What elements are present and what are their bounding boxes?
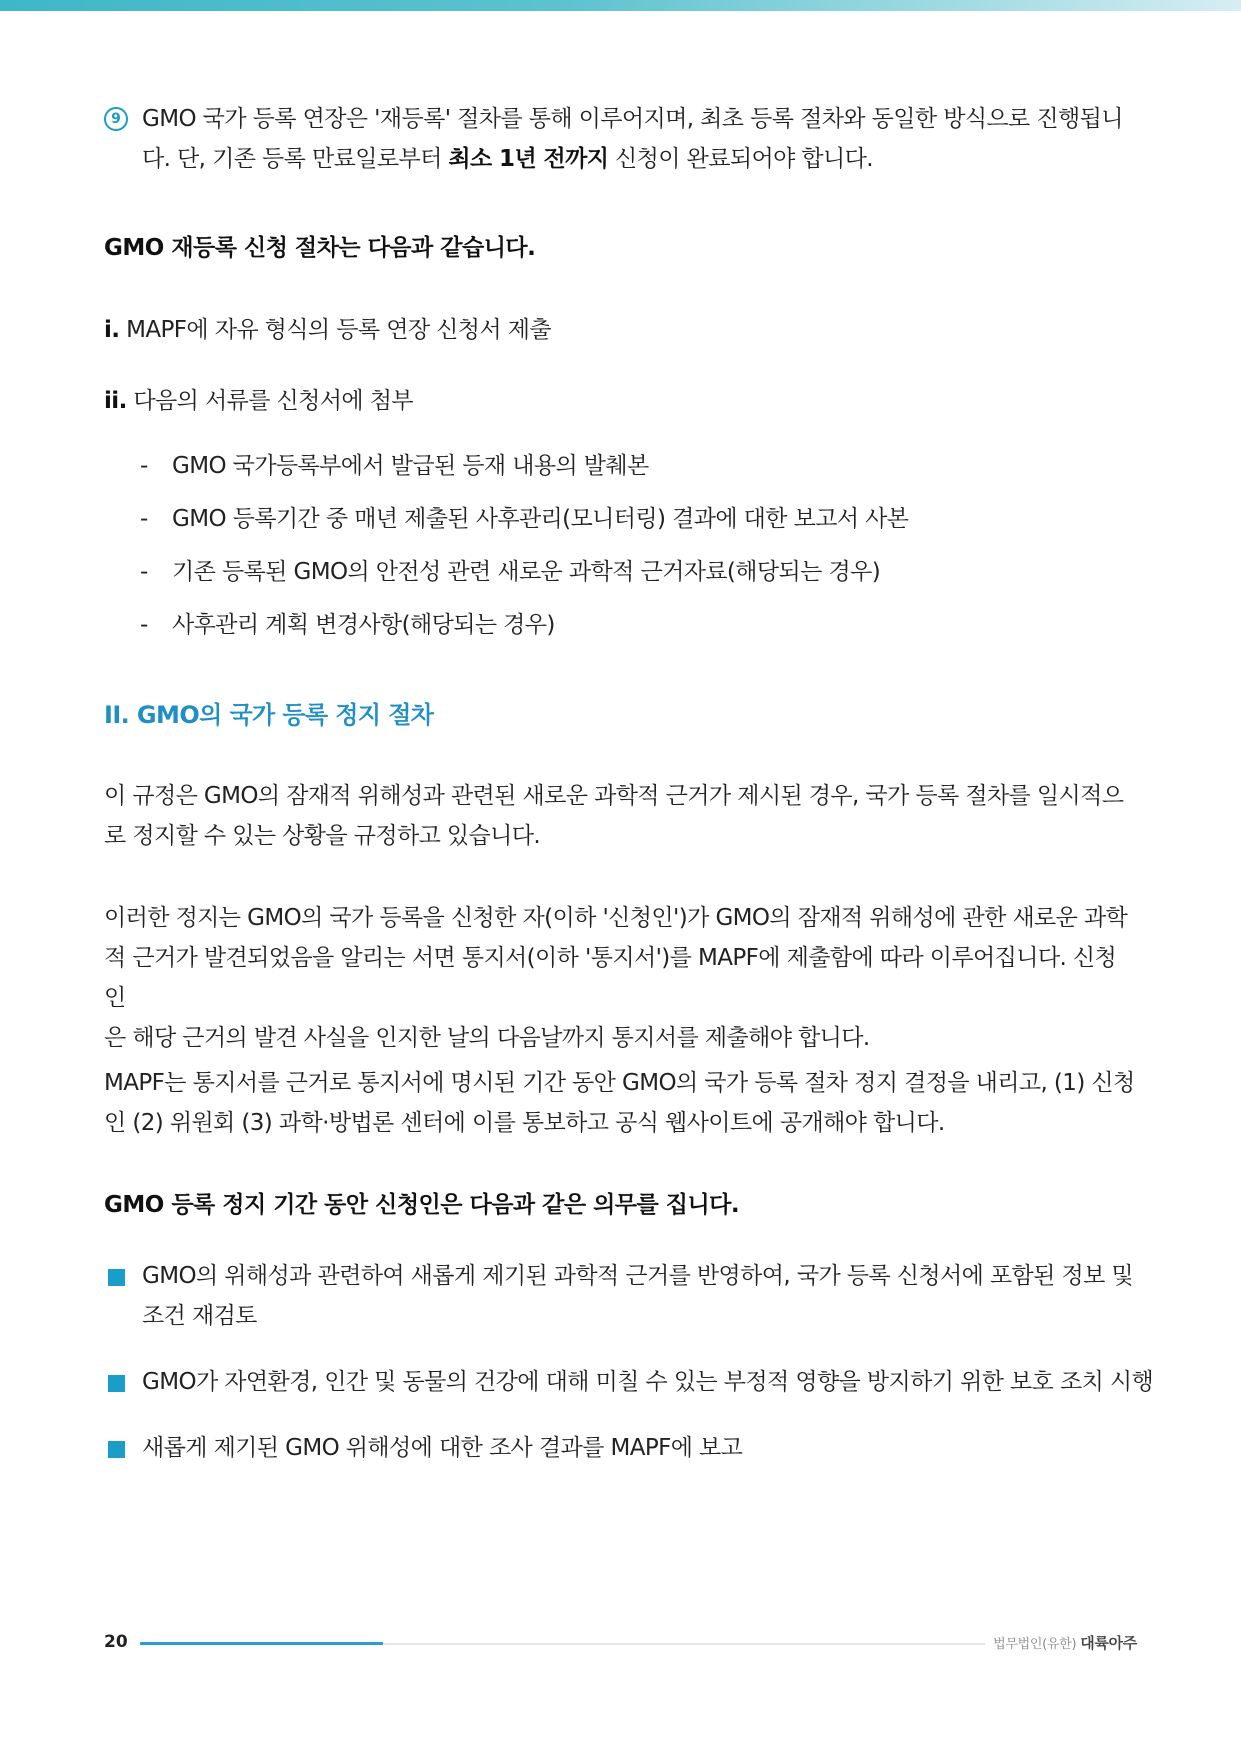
paragraph-line: 이 규정은 GMO의 잠재적 위해성과 관련된 새로운 과학적 근거가 제시된 경우, 국가 등록 절차를 일시적으	[104, 783, 1124, 809]
dash-bullet-icon: -	[140, 559, 148, 585]
emphasis-text: 최소 1년 전까지	[448, 146, 609, 172]
paragraph-line: 새롭게 제기된 GMO 위해성에 대한 조사 결과를 MAPF에 보고	[142, 1435, 743, 1461]
paragraph-line: 적 근거가 발견되었음을 알리는 서면 통지서(이하 '통지서')를 MAPF에 제출함에 따라 이루어집니다. 신청인	[104, 945, 1117, 1011]
paragraph-line: 이러한 정지는 GMO의 국가 등록을 신청한 자(이하 '신청인')가 GMO의 잠재적 위해성에 관한 새로운 과학	[104, 905, 1128, 931]
square-bullet-icon	[108, 1441, 125, 1458]
document-list-item: - 사후관리 계획 변경사항(해당되는 경우)	[104, 605, 1204, 645]
document-list-item: - GMO 등록기간 중 매년 제출된 사후관리(모니터링) 결과에 대한 보고서 사본	[104, 499, 1204, 539]
reregistration-heading: GMO 재등록 신청 절차는 다음과 같습니다.	[104, 235, 536, 261]
duty-list-item	[104, 1256, 1174, 1336]
paragraph-line: GMO가 자연환경, 인간 및 동물의 건강에 대해 미칠 수 있는 부정적 영향을 방지하기 위한 보호 조치 시행	[142, 1369, 1154, 1395]
paragraph-line: 인 (2) 위원회 (3) 과학·방법론 센터에 이를 통보하고 공식 웹사이트에 공개해야 합니다.	[104, 1110, 945, 1136]
document-list-item: - 기존 등록된 GMO의 안전성 관련 새로운 과학적 근거자료(해당되는 경우)	[104, 552, 1204, 592]
paragraph-line: 조건 재검토	[142, 1303, 257, 1329]
dash-bullet-icon: -	[140, 453, 148, 479]
suspension-paragraph-1	[104, 776, 1136, 856]
step-marker: i.	[104, 317, 120, 343]
paragraph-line: MAPF는 통지서를 근거로 통지서에 명시된 기간 동안 GMO의 국가 등록 절차 정지 결정을 내리고, (1) 신청	[104, 1070, 1135, 1096]
suspension-paragraph-3	[104, 1063, 1136, 1143]
duty-list-item	[104, 1362, 1174, 1402]
paragraph-line: GMO의 위해성과 관련하여 새롭게 제기된 과학적 근거를 반영하여, 국가 등록 신청서에 포함된 정보 및	[142, 1263, 1134, 1289]
square-bullet-icon	[108, 1269, 125, 1286]
brand-prefix: 법무법인(유한)	[993, 1637, 1077, 1652]
top-accent-bar	[0, 0, 1241, 11]
document-list-item: - GMO 국가등록부에서 발급된 등재 내용의 발췌본	[104, 446, 1204, 486]
step-marker: ii.	[104, 388, 127, 414]
footer-progress-accent	[140, 1642, 383, 1645]
numbered-paragraph-9	[104, 99, 1174, 179]
square-bullet-icon	[108, 1375, 125, 1392]
footer-brand	[993, 1633, 1137, 1655]
duties-heading: GMO 등록 정지 기간 동안 신청인은 다음과 같은 의무를 집니다.	[104, 1192, 740, 1218]
step-i: i. MAPF에 자유 형식의 등록 연장 신청서 제출	[104, 317, 551, 343]
section-title: II. GMO의 국가 등록 정지 절차	[104, 701, 434, 729]
page-number: 20	[104, 1632, 128, 1652]
paragraph-line: 로 정지할 수 있는 상황을 규정하고 있습니다.	[104, 823, 541, 849]
step-ii: ii. 다음의 서류를 신청서에 첨부	[104, 388, 413, 414]
suspension-paragraph-2	[104, 898, 1136, 1058]
paragraph-line: 은 해당 근거의 발견 사실을 인지한 날의 다음날까지 통지서를 제출해야 합니다.	[104, 1025, 870, 1051]
dash-bullet-icon: -	[140, 612, 148, 638]
paragraph-line: 다. 단, 기존 등록 만료일로부터 최소 1년 전까지 신청이 완료되어야 합니다.	[142, 146, 873, 172]
paragraph-line: GMO 국가 등록 연장은 '재등록' 절차를 통해 이루어지며, 최초 등록 절차와 동일한 방식으로 진행됩니	[142, 106, 1123, 132]
brand-name: 대륙아주	[1080, 1634, 1137, 1652]
dash-bullet-icon: -	[140, 506, 148, 532]
duty-list-item	[104, 1428, 1174, 1468]
circled-number-9-icon: 9	[104, 107, 128, 131]
